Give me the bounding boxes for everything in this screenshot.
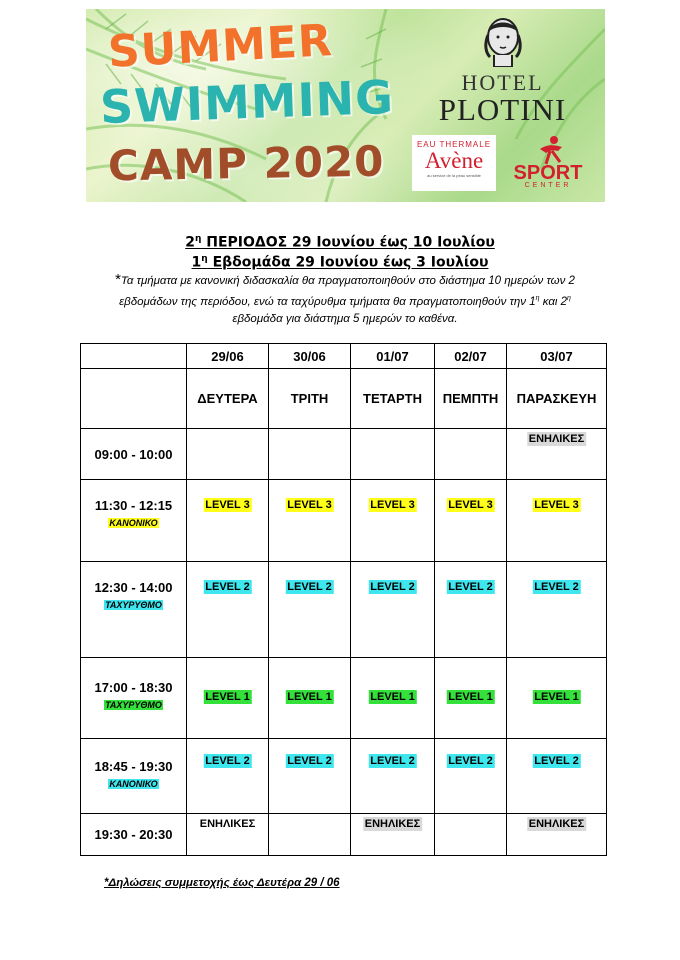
schedule-cell: [187, 658, 269, 739]
date-cell: 01/07: [351, 344, 435, 369]
table-row: [81, 429, 607, 480]
level-tag: LEVEL 2: [287, 581, 332, 593]
level-tag: LEVEL 1: [370, 691, 415, 703]
class-type-label: ΤΑΧΥΡΥΘΜΟ: [105, 700, 162, 710]
schedule-cell: [351, 658, 435, 739]
date-cell: 03/07: [507, 344, 607, 369]
registration-deadline-note: *Δηλώσεις συμμετοχής έως Δευτέρα 29 / 06: [104, 877, 340, 889]
schedule-cell: [187, 562, 269, 658]
level-tag: LEVEL 3: [448, 499, 493, 511]
camp-title-line1: SUMMER: [106, 15, 335, 78]
table-row: [81, 658, 607, 739]
level-tag: LEVEL 2: [534, 755, 579, 767]
table-row: [81, 739, 607, 814]
schedule-cell: [507, 739, 607, 814]
schedule-cell: [435, 658, 507, 739]
level-tag: LEVEL 2: [370, 755, 415, 767]
level-tag: LEVEL 3: [205, 499, 250, 511]
adults-tag: ΕΝΗΛΙΚΕΣ: [528, 433, 585, 445]
schedule-cell: [269, 480, 351, 562]
time-cell: 09:00 - 10:00: [81, 429, 187, 480]
schedule-cell: [507, 480, 607, 562]
class-type-label: ΚΑΝΟΝΙΚΟ: [109, 779, 158, 789]
schedule-cell: [435, 814, 507, 856]
running-figure-icon: [536, 135, 566, 165]
schedule-cell: [351, 814, 435, 856]
day-cell: ΔΕΥΤΕΡΑ: [187, 369, 269, 429]
level-tag: LEVEL 3: [370, 499, 415, 511]
time-cell: 11:30 - 12:15 ΚΑΝΟΝΙΚΟ: [81, 480, 187, 562]
schedule-table: [80, 343, 607, 856]
camp-title-line3: CAMP 2020: [107, 136, 385, 191]
schedule-cell: [269, 658, 351, 739]
time-cell: 19:30 - 20:30: [81, 814, 187, 856]
level-tag: LEVEL 1: [448, 691, 493, 703]
schedule-cell: [435, 429, 507, 480]
statue-head-icon: [480, 15, 526, 67]
period-heading: $2^\eta$ ΠΕΡΙΟΔΟΣ 29 Ιουνίου έως 10 Ιουλίου: [185, 234, 495, 251]
level-tag: LEVEL 1: [534, 691, 579, 703]
schedule-cell: [269, 429, 351, 480]
sport-center-logo: [500, 133, 596, 193]
avene-eau-thermale: EAU THERMALE: [416, 140, 492, 149]
day-cell: ΤΡΙΤΗ: [269, 369, 351, 429]
avene-tagline: au service de la peau sensible: [427, 173, 481, 178]
week-heading: $1^\eta$ Εβδομάδα 29 Ιουνίου έως 3 Ιουλίου: [191, 254, 489, 271]
schedule-cell: [187, 739, 269, 814]
date-cell: 02/07: [435, 344, 507, 369]
class-type-label: ΚΑΝΟΝΙΚΟ: [109, 518, 158, 528]
level-tag: LEVEL 2: [448, 755, 493, 767]
level-tag: LEVEL 1: [287, 691, 332, 703]
schedule-cell: [269, 562, 351, 658]
schedule-cell: [187, 814, 269, 856]
schedule-cell: [435, 480, 507, 562]
schedule-cell: [507, 814, 607, 856]
adults-tag: ΕΝΗΛΙΚΕΣ: [364, 818, 421, 830]
hotel-plotini-logo: [405, 15, 600, 133]
table-row: [81, 562, 607, 658]
schedule-cell: [351, 429, 435, 480]
day-cell: ΠΑΡΑΣΚΕΥΗ: [507, 369, 607, 429]
avene-name: Avène: [424, 148, 484, 173]
class-type-label: ΤΑΧΥΡΥΘΜΟ: [105, 600, 162, 610]
date-cell: 29/06: [187, 344, 269, 369]
sport-center-word: CENTER: [524, 182, 572, 189]
level-tag: LEVEL 2: [534, 581, 579, 593]
schedule-cell: [435, 562, 507, 658]
schedule-cell: [351, 562, 435, 658]
corner-cell: [81, 369, 187, 429]
level-tag: LEVEL 2: [370, 581, 415, 593]
schedule-cell: [187, 429, 269, 480]
level-tag: LEVEL 2: [448, 581, 493, 593]
level-tag: LEVEL 1: [205, 691, 250, 703]
schedule-note: *Τα τμήματα με κανονική διδασκαλία θα πραγματοποιηθούν στο διάστημα 10 ημερών των 2 εβδομάδων της περιόδου, ενώ τα ταχύρυθμα τμήματα θα πραγματοποιηθούν την $1^\eta$ και $2^\eta$ εβδομάδα για διάστημα 5 ημερών το καθένα.: [115, 271, 575, 325]
table-row: [81, 480, 607, 562]
schedule-cell: [435, 739, 507, 814]
banner: [86, 9, 605, 202]
time-cell: 17:00 - 18:30 ΤΑΧΥΡΥΘΜΟ: [81, 658, 187, 739]
adults-tag: ΕΝΗΛΙΚΕΣ: [528, 818, 585, 830]
hotel-name: PLOTINI: [438, 92, 567, 127]
adults-tag: ΕΝΗΛΙΚΕΣ: [199, 818, 256, 830]
day-cell: ΠΕΜΠΤΗ: [435, 369, 507, 429]
camp-title-line2: SWIMMING: [99, 69, 395, 135]
day-cell: ΤΕΤΑΡΤΗ: [351, 369, 435, 429]
schedule-cell: [351, 739, 435, 814]
date-cell: 30/06: [269, 344, 351, 369]
schedule-cell: [269, 739, 351, 814]
schedule-cell: [351, 480, 435, 562]
level-tag: LEVEL 3: [534, 499, 579, 511]
time-cell: 12:30 - 14:00 ΤΑΧΥΡΥΘΜΟ: [81, 562, 187, 658]
schedule-cell: [269, 814, 351, 856]
days-row: [81, 369, 607, 429]
level-tag: LEVEL 2: [205, 581, 250, 593]
level-tag: LEVEL 2: [205, 755, 250, 767]
time-cell: 18:45 - 19:30 ΚΑΝΟΝΙΚΟ: [81, 739, 187, 814]
dates-row: [81, 344, 607, 369]
hotel-word: HOTEL: [461, 70, 544, 95]
level-tag: LEVEL 2: [287, 755, 332, 767]
schedule-cell: [507, 562, 607, 658]
corner-cell: [81, 344, 187, 369]
avene-logo: [412, 135, 496, 191]
level-tag: LEVEL 3: [287, 499, 332, 511]
table-row: [81, 814, 607, 856]
schedule-cell: [187, 480, 269, 562]
schedule-cell: [507, 658, 607, 739]
sport-word: SPORT: [513, 162, 583, 184]
schedule-cell: [507, 429, 607, 480]
